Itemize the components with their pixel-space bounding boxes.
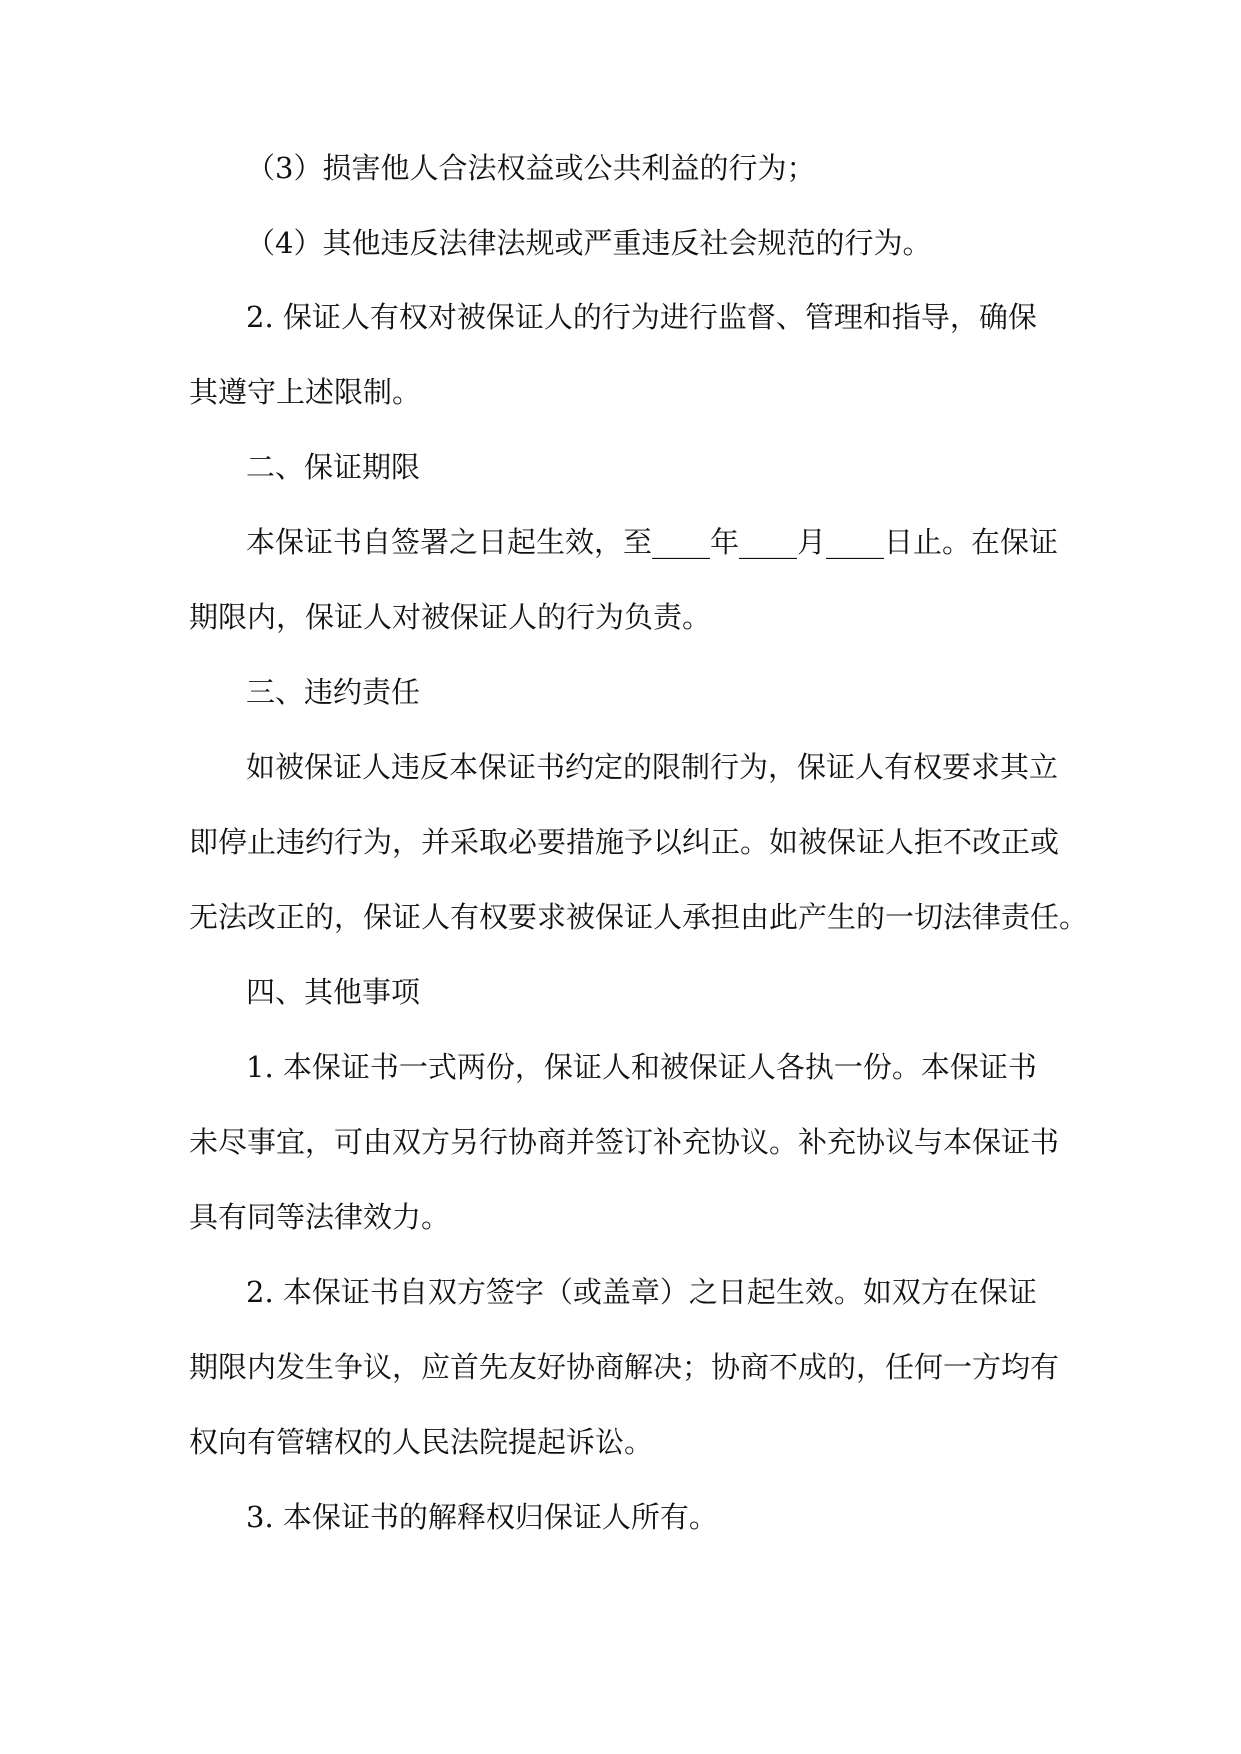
clause-item-3: （3）损害他人合法权益或公共利益的行为；	[246, 151, 816, 185]
paragraph-line: 权向有管辖权的人民法院提起诉讼。	[189, 1425, 654, 1459]
paragraph-line: 1. 本保证书一式两份，保证人和被保证人各执一份。本保证书	[246, 1050, 1037, 1084]
paragraph-line: 未尽事宜，可由双方另行协商并签订补充协议。补充协议与本保证书	[189, 1125, 1060, 1159]
clause-item-4: （4）其他违反法律法规或严重违反社会规范的行为。	[246, 226, 932, 260]
paragraph-line: 3. 本保证书的解释权归保证人所有。	[246, 1500, 718, 1534]
paragraph-line: 2. 保证人有权对被保证人的行为进行监督、管理和指导，确保	[246, 300, 1037, 334]
paragraph-line: 具有同等法律效力。	[189, 1200, 451, 1234]
section-heading-other-matters: 四、其他事项	[246, 975, 421, 1009]
paragraph-line: 本保证书自签署之日起生效，至____年____月____日止。在保证	[246, 525, 1059, 559]
section-heading-guarantee-period: 二、保证期限	[246, 450, 421, 484]
paragraph-line: 期限内，保证人对被保证人的行为负责。	[189, 600, 712, 634]
paragraph-line: 如被保证人违反本保证书约定的限制行为，保证人有权要求其立	[246, 750, 1059, 784]
paragraph-line: 其遵守上述限制。	[189, 375, 422, 409]
paragraph-line: 无法改正的，保证人有权要求被保证人承担由此产生的一切法律责任。	[189, 900, 1089, 934]
paragraph-line: 即停止违约行为，并采取必要措施予以纠正。如被保证人拒不改正或	[189, 825, 1060, 859]
paragraph-line: 期限内发生争议，应首先友好协商解决；协商不成的，任何一方均有	[189, 1350, 1060, 1384]
paragraph-line: 2. 本保证书自双方签字（或盖章）之日起生效。如双方在保证	[246, 1275, 1037, 1309]
section-heading-breach-liability: 三、违约责任	[246, 675, 421, 709]
